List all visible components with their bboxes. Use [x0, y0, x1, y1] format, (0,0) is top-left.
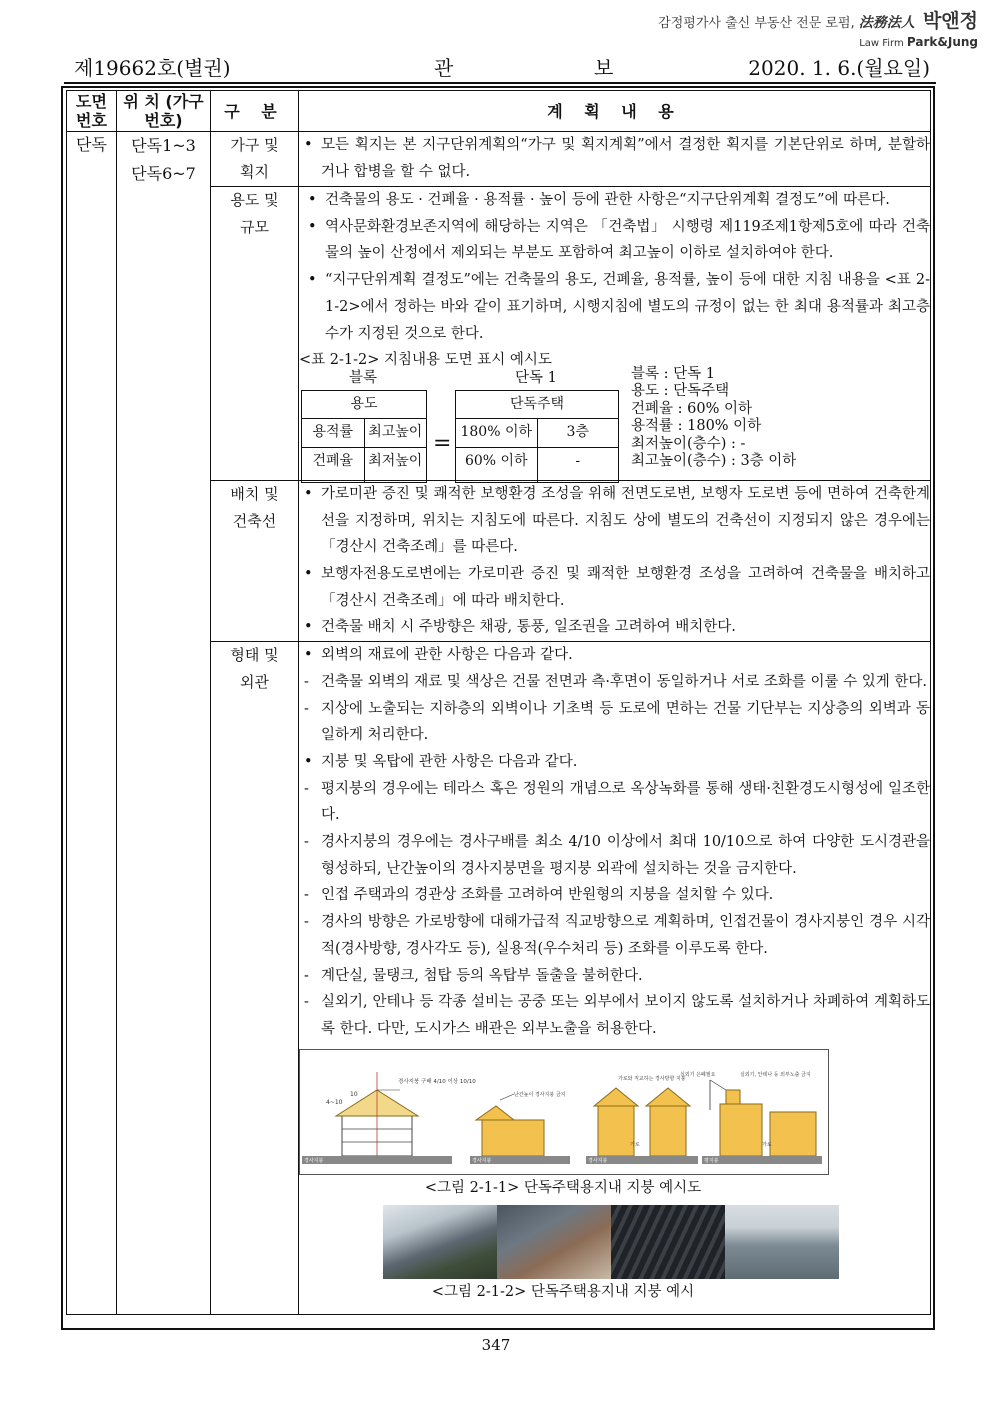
bullet-item: • 건축물 배치 시 주방향은 채광, 통풍, 일조권을 고려하여 배치한다. [299, 614, 930, 641]
figure-label: 경사지붕 구배 4/10 이상 10/10 [398, 1078, 476, 1085]
figure-caption: <그림 2-1-1> 단독주택용지내 지붕 예시도 [424, 1179, 702, 1196]
figure-label: 실외기 은폐필요 [680, 1071, 716, 1078]
location-cell [117, 132, 211, 1315]
grid-cell: 최저높이 [364, 447, 427, 482]
col-plan: 계 획 내 용 [299, 91, 931, 132]
location-line: 단독1~3 [131, 136, 196, 155]
category-cell [211, 132, 299, 187]
category-line: 건축선 [232, 511, 277, 530]
figure-label: 4~10 [326, 1098, 343, 1106]
content-cell [299, 642, 931, 1315]
roof-photo [611, 1205, 725, 1279]
content-cell [299, 132, 931, 187]
legend-line: 용도 : 단독주택 [631, 383, 730, 400]
roof-panel-parapet [470, 1091, 570, 1164]
roof-diagram-figure [299, 1049, 829, 1175]
category-cell [211, 480, 299, 641]
bullet-item: • 보행자전용도로변에는 가로미관 증진 및 쾌적한 보행환경 조성을 고려하여 건축물을 배치하고 「경산시 건축조례」에 따라 배치한다. [299, 561, 930, 614]
bullet-item: • 건축물의 용도 · 건폐율 · 용적률 · 높이 등에 관한 사항은“지구단위계획 결정도”에 따른다. [303, 187, 930, 214]
location-line: 단독6~7 [131, 164, 196, 183]
figure-label: 실외기, 안테나 등 외부노출 금지 [740, 1071, 811, 1078]
legend-line: 최고높이(층수) : 3층 이하 [631, 453, 797, 470]
grid-cell: 용적률 [302, 418, 365, 447]
category-line: 가구 및 [230, 136, 279, 154]
plan-table [66, 90, 931, 1315]
grid-cell: 단독주택 [456, 390, 619, 418]
table-header-row [67, 91, 931, 132]
category-line: 배치 및 [230, 484, 279, 503]
category-line: 형태 및 [230, 646, 279, 665]
grid-cell: 60% 이하 [456, 447, 538, 482]
row-lot [67, 132, 931, 187]
left-block-label: 블록 [349, 369, 378, 386]
bullet-item: • 지붕 및 옥탑에 관한 사항은 다음과 같다. [299, 749, 930, 776]
guideline-example [299, 365, 930, 480]
col-location: 위 치 (가구번호) [117, 91, 211, 132]
firm-en-name: Park&Jung [906, 35, 978, 49]
figure-label: 가로 [762, 1141, 772, 1148]
figure-label: 경사지붕 [588, 1157, 608, 1164]
grid-cell: - [537, 447, 619, 482]
issue-date: 2020. 1. 6.(월요일) [748, 56, 930, 80]
firm-type: 法務法人 [858, 15, 915, 31]
right-block-label: 단독 1 [515, 369, 557, 386]
dash-item: - 경사지붕의 경우에는 경사구배를 최소 4/10 이상에서 최대 10/10으로 하여 다양한 도시경관을 형성하되, 난간높이의 경사지붕면을 평지붕 외곽에 설치하는 것을 금지한다. [299, 829, 930, 882]
dash-item: - 지상에 노출되는 지하층의 외벽이나 기초벽 등 도로에 면하는 건물 기단부는 지상층의 외벽과 동일하게 처리한다. [299, 696, 930, 749]
bullet-item: • 외벽의 재료에 관한 사항은 다음과 같다. [299, 642, 930, 669]
firm-name: 박앤정 [922, 10, 978, 32]
gazette-title-left: 관 [434, 56, 460, 80]
gazette-header [64, 48, 936, 84]
category-line: 외관 [240, 673, 269, 692]
category-line: 획지 [240, 163, 269, 181]
col-category: 구 분 [211, 91, 299, 132]
legend-line: 용적률 : 180% 이하 [631, 418, 762, 435]
page-number: 347 [481, 1336, 511, 1354]
col-drawing-no: 도면 번호 [67, 91, 117, 132]
grid-cell: 180% 이하 [456, 418, 538, 447]
roof-photo [497, 1205, 611, 1279]
grid-cell: 3층 [537, 418, 619, 447]
bullet-item: • “지구단위계획 결정도”에는 건축물의 용도, 건폐율, 용적률, 높이 등에 대한 지침 내용을 <표 2-1-2>에서 정하는 바와 같이 표기하며, 시행지침에 별도의 규정이 없는 한 최대 용적률과 최고층수가 지정된 것으로 한다. [303, 267, 930, 347]
legend-line: 건폐율 : 60% 이하 [631, 400, 752, 417]
firm-en-prefix: Law Firm [859, 38, 904, 49]
content-cell [299, 187, 931, 481]
issue-number: 제19662호(별권) [74, 56, 231, 80]
bullet-item: • 역사문화환경보존지역에 해당하는 지역은 「건축법」 시행령 제119조제1항제5호에 따라 건축물의 높이 산정에서 제외되는 부분도 포함하여 최고높이 이하로 설치하여야 한다. [303, 214, 930, 267]
legend-line: 블록 : 단독 1 [631, 365, 715, 382]
category-cell [211, 187, 299, 481]
dash-item: - 인접 주택과의 경관상 조화를 고려하여 반원형의 지붕을 설치할 수 있다. [299, 882, 930, 909]
table-caption: <표 2-1-2> 지침내용 도면 표시 예시도 [299, 352, 552, 369]
bullet-item: • 모든 획지는 본 지구단위계획의“가구 및 획지계획”에서 결정한 획지를 기본단위로 하며, 분할하거나 합병을 할 수 없다. [299, 132, 930, 185]
roof-panel-orthogonal [586, 1071, 716, 1164]
figure-label: 난간높이 경사지붕 금지 [514, 1091, 566, 1098]
figure-label: 가로와 직교하는 경사방향 지붕 [618, 1075, 686, 1082]
category-line: 규모 [240, 218, 269, 236]
category-cell [211, 642, 299, 1315]
drawing-no-cell: 단독 [67, 132, 117, 1315]
grid-cell: 용도 [302, 390, 427, 418]
bullet-item: • 가로미관 증진 및 쾌적한 보행환경 조성을 위해 전면도로변, 보행자 도로변 등에 면하여 건축한계선을 지정하며, 위치는 지침도에 따른다. 지침도 상에 별도의 건축선이 지정되지 않은 경우에는 「경산시 건축조례」를 따른다. [299, 481, 930, 561]
content-cell [299, 480, 931, 641]
gazette-title-right: 보 [594, 56, 614, 80]
dash-item: - 평지붕의 경우에는 테라스 혹은 정원의 개념으로 옥상녹화를 통해 생태·친환경도시형성에 일조한다. [299, 776, 930, 829]
dash-item: - 실외기, 안테나 등 각종 설비는 공중 또는 외부에서 보이지 않도록 설치하거나 차폐하여 계획하도록 한다. 다만, 도시가스 배관은 외부노출을 허용한다. [299, 989, 930, 1042]
roof-panel-flat [702, 1071, 822, 1164]
firm-tagline: 감정평가사 출신 부동산 전문 로펌, [658, 16, 855, 31]
right-grid [455, 390, 619, 483]
grid-cell: 최고높이 [364, 418, 427, 447]
category-line: 용도 및 [230, 191, 279, 209]
figure-label: 평지붕 [704, 1157, 719, 1164]
left-grid [301, 390, 427, 483]
figure-label: 경사지붕 [304, 1157, 324, 1164]
law-firm-banner [658, 6, 978, 49]
legend-line: 최저높이(층수) : - [631, 435, 746, 452]
roof-panel-slope [302, 1072, 476, 1164]
legend [631, 366, 796, 471]
roof-photos [383, 1205, 930, 1279]
figure-label: 가로 [630, 1141, 640, 1148]
dash-item: - 건축물 외벽의 재료 및 색상은 건물 전면과 측·후면이 동일하거나 서로 조화를 이룰 수 있게 한다. [299, 669, 930, 696]
roof-photo [725, 1205, 839, 1279]
grid-cell: 건폐율 [302, 447, 365, 482]
equals-sign: = [433, 430, 452, 456]
dash-item: - 경사의 방향은 가로방향에 대해가급적 직교방향으로 계획하며, 인접건물이 경사지붕인 경우 시각적(경사방향, 경사각도 등), 실용적(우수처리 등) 조화를 이루도록 한다. [299, 909, 930, 962]
roof-photo [383, 1205, 497, 1279]
dash-item: - 계단실, 물탱크, 첨탑 등의 옥탑부 돌출을 불허한다. [299, 963, 930, 990]
roof-diagram [300, 1050, 828, 1174]
figure-label: 경사지붕 [472, 1157, 492, 1164]
figure-caption: <그림 2-1-2> 단독주택용지내 지붕 예시 [431, 1284, 695, 1301]
figure-label: 10 [350, 1090, 358, 1098]
